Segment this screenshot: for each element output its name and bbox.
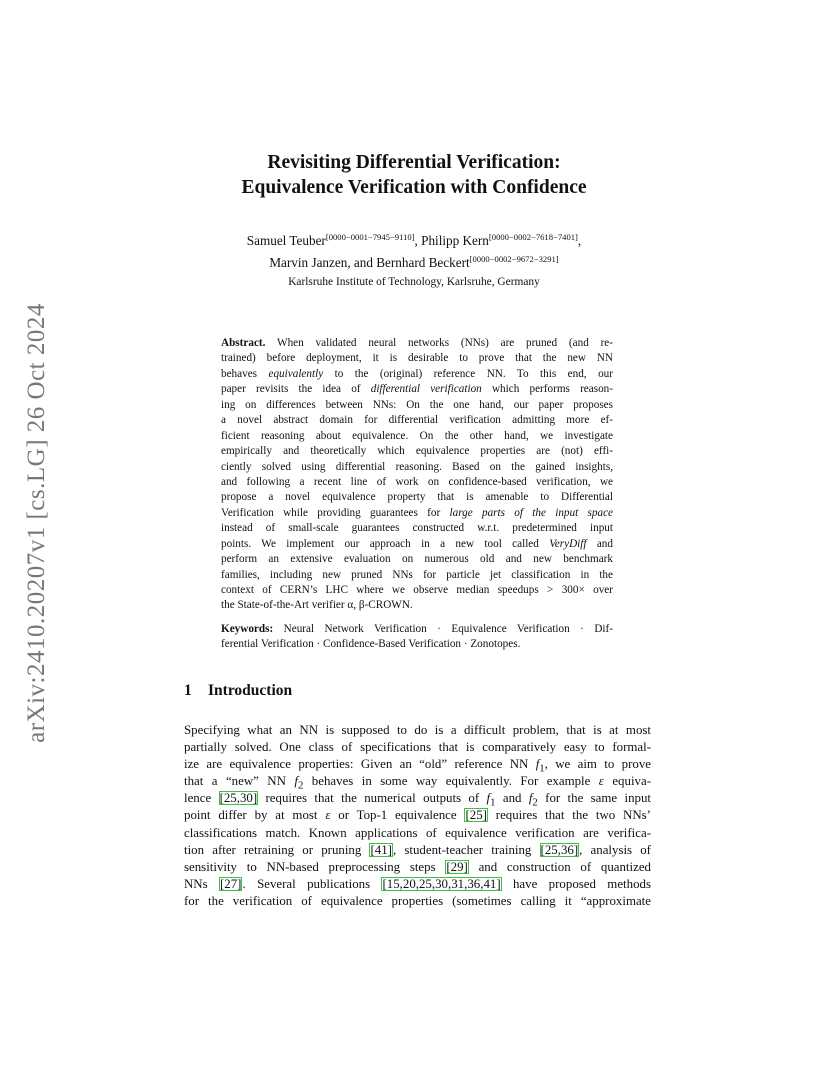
math-epsilon: ε <box>598 774 604 789</box>
body-line: tion after retraining or pruning [41], student-teacher training [25,36], analysis of <box>184 842 651 857</box>
section-number: 1 <box>184 682 192 699</box>
abstract-line: the State-of-the-Art verifier α, β-CROWN. <box>221 599 413 612</box>
abstract-line: a novel abstract domain for differential verification admitting more ef- <box>221 414 613 427</box>
affiliation: Karlsruhe Institute of Technology, Karlsruhe, Germany <box>288 276 540 288</box>
math-subscript: 1 <box>490 796 496 809</box>
body-line: Specifying what an NN is supposed to do is a difficult problem, that is at most <box>184 723 651 737</box>
author-list <box>0 228 828 272</box>
abstract <box>221 336 613 614</box>
author-name: Marvin Janzen, and Bernhard Beckert <box>269 255 470 270</box>
body-line: point differ by at most ε or Top-1 equivalence [25] requires that the two NNs’ <box>184 808 651 823</box>
math-f: f <box>486 791 491 806</box>
arxiv-id-text: arXiv:2410.20207v1 [cs.LG] 26 Oct 2024 <box>23 303 50 743</box>
abstract-line: context of CERN’s LHC where we observe median speedups > 300× over <box>221 584 613 596</box>
citation-link[interactable]: [29] <box>446 859 468 874</box>
author-separator: , <box>577 233 582 248</box>
title-line-1: Revisiting Differential Verification: <box>267 152 561 173</box>
author-line-2 <box>0 250 828 272</box>
section-heading <box>184 682 292 700</box>
abstract-label: Abstract. <box>221 337 266 349</box>
author-name: Samuel Teuber <box>246 233 326 248</box>
abstract-line: empirically and theoretically which equivalence properties are (not) effi- <box>221 445 613 458</box>
math-subscript: 2 <box>297 779 304 792</box>
section-title: Introduction <box>208 682 293 699</box>
abstract-line: Verification while providing guarantees for large parts of the input space <box>221 506 613 519</box>
citation-link[interactable]: [27] <box>220 876 242 891</box>
author-name: , Philipp Kern <box>414 233 489 248</box>
author-line-1 <box>0 228 828 250</box>
math-f: f <box>528 791 533 806</box>
keywords-line: ferential Verification · Confidence-Based Verification · Zonotopes. <box>221 638 521 651</box>
keywords-line: Keywords: Neural Network Verification · Equivalence Verification · Dif- <box>221 623 613 635</box>
math-f: f <box>535 757 540 772</box>
body-line: sensitivity to NN-based preprocessing steps [29] and construction of quantized <box>184 859 651 874</box>
body-line: partially solved. One class of specifications that is comparatively easy to formal- <box>184 740 651 755</box>
body-line: ize are equivalence properties: Given an “old” reference NN $f_1$, we aim to prove <box>184 757 651 775</box>
math-subscript: 2 <box>532 796 538 809</box>
arxiv-identifier-stamp <box>12 288 62 758</box>
title-line-2: Equivalence Verification with Confidence <box>241 177 587 198</box>
abstract-line: behaves equivalently to the (original) reference NN. To this end, our <box>221 367 613 380</box>
body-line: for the verification of equivalence properties (sometimes calling it “approximate <box>184 893 651 908</box>
abstract-line: ciently solved using differential reasoning. Based on the gained insights, <box>221 460 613 473</box>
abstract-line: ficient reasoning about equivalence. On the other hand, we investigate <box>221 429 613 442</box>
citation-link[interactable]: [25] <box>465 808 487 823</box>
abstract-line: ing on differences between NNs: On the one hand, our paper proposes <box>221 398 613 411</box>
abstract-line: Abstract. When validated neural networks (NNs) are pruned (and re- <box>221 337 613 349</box>
abstract-line: perform an extensive evaluation on numerous old and new benchmark <box>221 553 613 566</box>
abstract-line: instead of small-scale guarantees constructed w.r.t. predetermined input <box>221 522 613 535</box>
emphasis: equivalently <box>268 367 324 380</box>
abstract-line: points. We implement our approach in a new tool called VeryDiff and <box>221 537 613 550</box>
citation-link[interactable]: [41] <box>370 842 392 857</box>
math-epsilon: ε <box>325 808 331 823</box>
orcid-id: [0000−0002−9672−3291] <box>469 254 559 264</box>
body-text <box>184 722 651 910</box>
citation-link[interactable]: [25,30] <box>219 791 258 806</box>
body-line: classifications match. Known applications of equivalence verification are verifica- <box>184 825 651 840</box>
body-line: that a “new” NN $f_2$ behaves in some way equivalently. For example ε equiva- <box>184 774 651 792</box>
abstract-line: and following a recent line of work on confidence-based verification, we <box>221 475 613 488</box>
body-line: lence [25,30] requires that the numerical outputs of $f_1$ and $f_2$ for the same input <box>184 791 652 809</box>
abstract-line: trained) before deployment, it is desirable to prove that the new NN <box>221 352 613 365</box>
emphasis: differential verification <box>370 383 482 396</box>
orcid-id: [0000−0001−7945−9110] <box>325 232 415 242</box>
keywords <box>221 622 613 653</box>
citation-link[interactable]: [25,36] <box>540 842 579 857</box>
orcid-id: [0000−0002−7618−7401] <box>488 232 578 242</box>
body-line: NNs [27]. Several publications [15,20,25,30,31,36,41] have proposed methods <box>184 876 651 891</box>
citation-link[interactable]: [15,20,25,30,31,36,41] <box>382 876 501 891</box>
emphasis: large parts of the input space <box>449 506 613 519</box>
abstract-line: families, including new pruned NNs for particle jet classification in the <box>221 568 613 581</box>
tool-name: VeryDiff <box>549 537 587 550</box>
abstract-line: paper revisits the idea of differential verification which performs reason- <box>221 383 613 396</box>
paper-title <box>0 150 828 200</box>
abstract-line: propose a novel equivalence property that is amenable to Differential <box>221 491 613 504</box>
math-f: f <box>294 774 298 789</box>
keywords-label: Keywords: <box>221 623 274 635</box>
math-subscript: 1 <box>539 762 545 775</box>
